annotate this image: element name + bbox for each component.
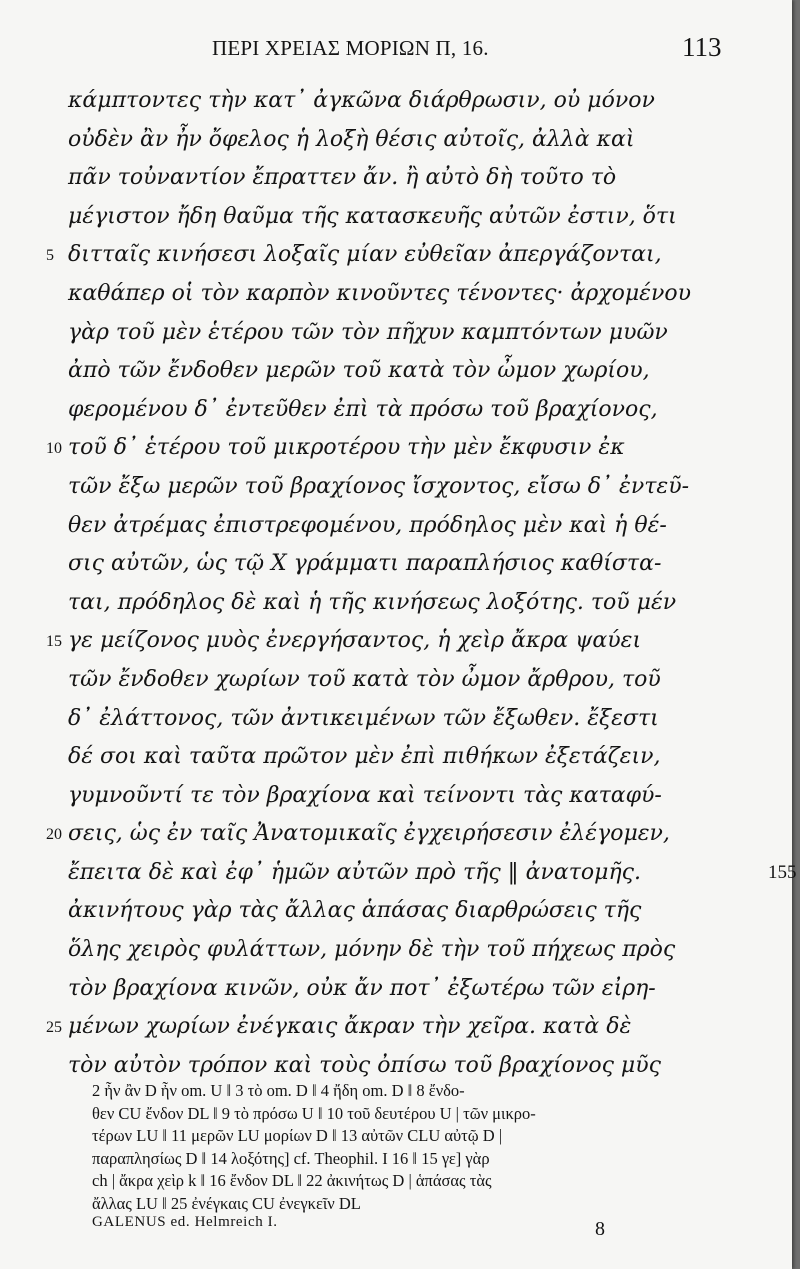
line-text: διτταῖς κινήσεσι λοξαῖς μίαν εὐθεῖαν ἀπεργάζονται, (68, 242, 662, 268)
text-line (46, 815, 796, 854)
text-line (46, 622, 796, 661)
line-number: 20 (46, 826, 62, 844)
line-text: τὸν αὐτὸν τρόπον καὶ τοὺς ὀπίσω τοῦ βραχίονος μῦς (68, 1052, 661, 1078)
text-line (56, 970, 796, 1009)
text-line (56, 391, 796, 430)
line-text: γὰρ τοῦ μὲν ἑτέρου τῶν τὸν πῆχυν καμπτόντων μυῶν (68, 319, 668, 345)
text-line (56, 854, 796, 893)
line-number: 10 (46, 440, 62, 458)
line-text: γυμνοῦντί τε τὸν βραχίονα καὶ τείνοντι τὰς καταφύ- (68, 782, 662, 808)
apparatus-line: θεν CU ἔνδον DL ‖ 9 τὸ πρόσω U ‖ 10 τοῦ δευτέρου U | τῶν μικρο- (92, 1103, 536, 1123)
running-head (0, 30, 792, 70)
apparatus-line: παραπλησίως D ‖ 14 λοξότης] cf. Theophil. I 16 ‖ 15 γε] γὰρ (92, 1148, 490, 1168)
line-text: μένων χωρίων ἐνέγκαις ἄκραν τὴν χεῖρα. κατὰ δὲ (68, 1014, 632, 1040)
line-text: γε μείζονος μυὸς ἐνεργήσαντος, ἡ χεὶρ ἄκρα ψαύει (68, 628, 642, 654)
text-line (56, 82, 796, 121)
line-text: ὅλης χειρὸς φυλάττων, μόνην δὲ τὴν τοῦ πήχεως πρὸς (68, 937, 676, 963)
line-text: ἔπειτα δὲ καὶ ἐφ᾽ ἡμῶν αὐτῶν πρὸ τῆς ‖ ἀνατομῆς. (68, 859, 641, 885)
line-text: ἀπὸ τῶν ἔνδοθεν μερῶν τοῦ κατὰ τὸν ὦμον χωρίου, (68, 358, 650, 384)
greek-text-body (46, 82, 797, 1085)
text-line (56, 777, 796, 816)
line-number: 25 (46, 1019, 62, 1037)
text-line (56, 700, 796, 739)
line-text: τῶν ἔνδοθεν χωρίων τοῦ κατὰ τὸν ὦμον ἄρθρου, τοῦ (68, 666, 661, 692)
line-text: οὐδὲν ἂν ἦν ὄφελος ἡ λοξὴ θέσις αὐτοῖς, ἀλλὰ καὶ (68, 126, 635, 152)
apparatus-line: 2 ἦν ἂν D ἦν om. U ‖ 3 τὸ om. D ‖ 4 ἤδη om. D ‖ 8 ἔνδο- (92, 1081, 465, 1100)
line-number: 5 (46, 247, 54, 265)
printer-signature: GALENUS ed. Helmreich I. (92, 1214, 278, 1230)
line-text: δ᾽ ἐλάττονος, τῶν ἀντικειμένων τῶν ἔξωθεν. ἔξεστι (68, 705, 659, 731)
critical-apparatus (92, 1080, 732, 1216)
text-line (56, 545, 796, 584)
line-text: σεις, ὡς ἐν ταῖς Ἀνατομικαῖς ἐγχειρήσεσιν ἐλέγομεν, (68, 821, 670, 847)
page-number: 113 (682, 32, 722, 62)
line-text: φερομένου δ᾽ ἐντεῦθεν ἐπὶ τὰ πρόσω τοῦ βραχίονος, (68, 396, 658, 422)
line-text: πᾶν τοὐναντίον ἔπραττεν ἄν. ἢ αὐτὸ δὴ τοῦτο τὸ (68, 165, 617, 191)
text-line (56, 314, 796, 353)
line-number: 15 (46, 633, 62, 651)
margin-reference: 155 (768, 861, 797, 883)
line-text: ἀκινήτους γὰρ τὰς ἄλλας ἁπάσας διαρθρώσεις τῆς (68, 898, 642, 924)
sheet-number: 8 (595, 1218, 605, 1240)
line-text: ται, πρόδηλος δὲ καὶ ἡ τῆς κινήσεως λοξότης. τοῦ μέν (68, 589, 677, 615)
text-line (46, 429, 796, 468)
apparatus-line: ch | ἄκρα χεὶρ k ‖ 16 ἔνδον DL ‖ 22 ἀκινήτως D | ἁπάσας τὰς (92, 1171, 492, 1191)
line-text: τῶν ἔξω μερῶν τοῦ βραχίονος ἴσχοντος, εἴσω δ᾽ ἐντεῦ- (68, 473, 690, 499)
text-line (56, 159, 796, 198)
text-line (56, 121, 796, 160)
page-footer (0, 1214, 792, 1244)
line-text: καθάπερ οἱ τὸν καρπὸν κινοῦντες τένοντες· ἀρχομένου (68, 280, 691, 306)
running-title: ΠΕΡΙ ΧΡΕΙΑΣ ΜΟΡΙΩΝ Π, 16. (212, 36, 489, 60)
text-line (56, 661, 796, 700)
text-line (56, 738, 796, 777)
text-line (56, 931, 796, 970)
line-text: μέγιστον ἤδη θαῦμα τῆς κατασκευῆς αὐτῶν ἐστιν, ὅτι (68, 203, 677, 229)
text-line (56, 352, 796, 391)
line-text: τοῦ δ᾽ ἑτέρου τοῦ μικροτέρου τὴν μὲν ἔκφυσιν ἐκ (68, 435, 625, 461)
line-text: σις αὐτῶν, ὡς τῷ Χ γράμματι παραπλήσιος καθίστα- (68, 551, 662, 577)
line-text: κάμπτοντες τὴν κατ᾽ ἀγκῶνα διάρθρωσιν, οὐ μόνον (68, 88, 655, 113)
text-line (56, 507, 796, 546)
line-text: δέ σοι καὶ ταῦτα πρῶτον μὲν ἐπὶ πιθήκων ἐξετάζειν, (68, 744, 661, 770)
text-line (56, 198, 796, 237)
apparatus-line: τέρων LU ‖ 11 μερῶν LU μορίων D ‖ 13 αὐτῶν CLU αὐτῷ D | (92, 1126, 503, 1146)
text-line (56, 584, 796, 623)
text-line (46, 236, 796, 275)
line-text: τὸν βραχίονα κινῶν, οὐκ ἄν ποτ᾽ ἐξωτέρω τῶν εἰρη- (68, 975, 656, 1001)
text-line (56, 468, 796, 507)
line-text: θεν ἀτρέμας ἐπιστρεφομένου, πρόδηλος μὲν καὶ ἡ θέ- (68, 512, 667, 538)
text-line (56, 892, 796, 931)
text-line (46, 1008, 796, 1047)
apparatus-line: ἄλλας LU ‖ 25 ἐνέγκαις CU ἐνεγκεῖν DL (92, 1193, 361, 1213)
text-line (56, 275, 796, 314)
